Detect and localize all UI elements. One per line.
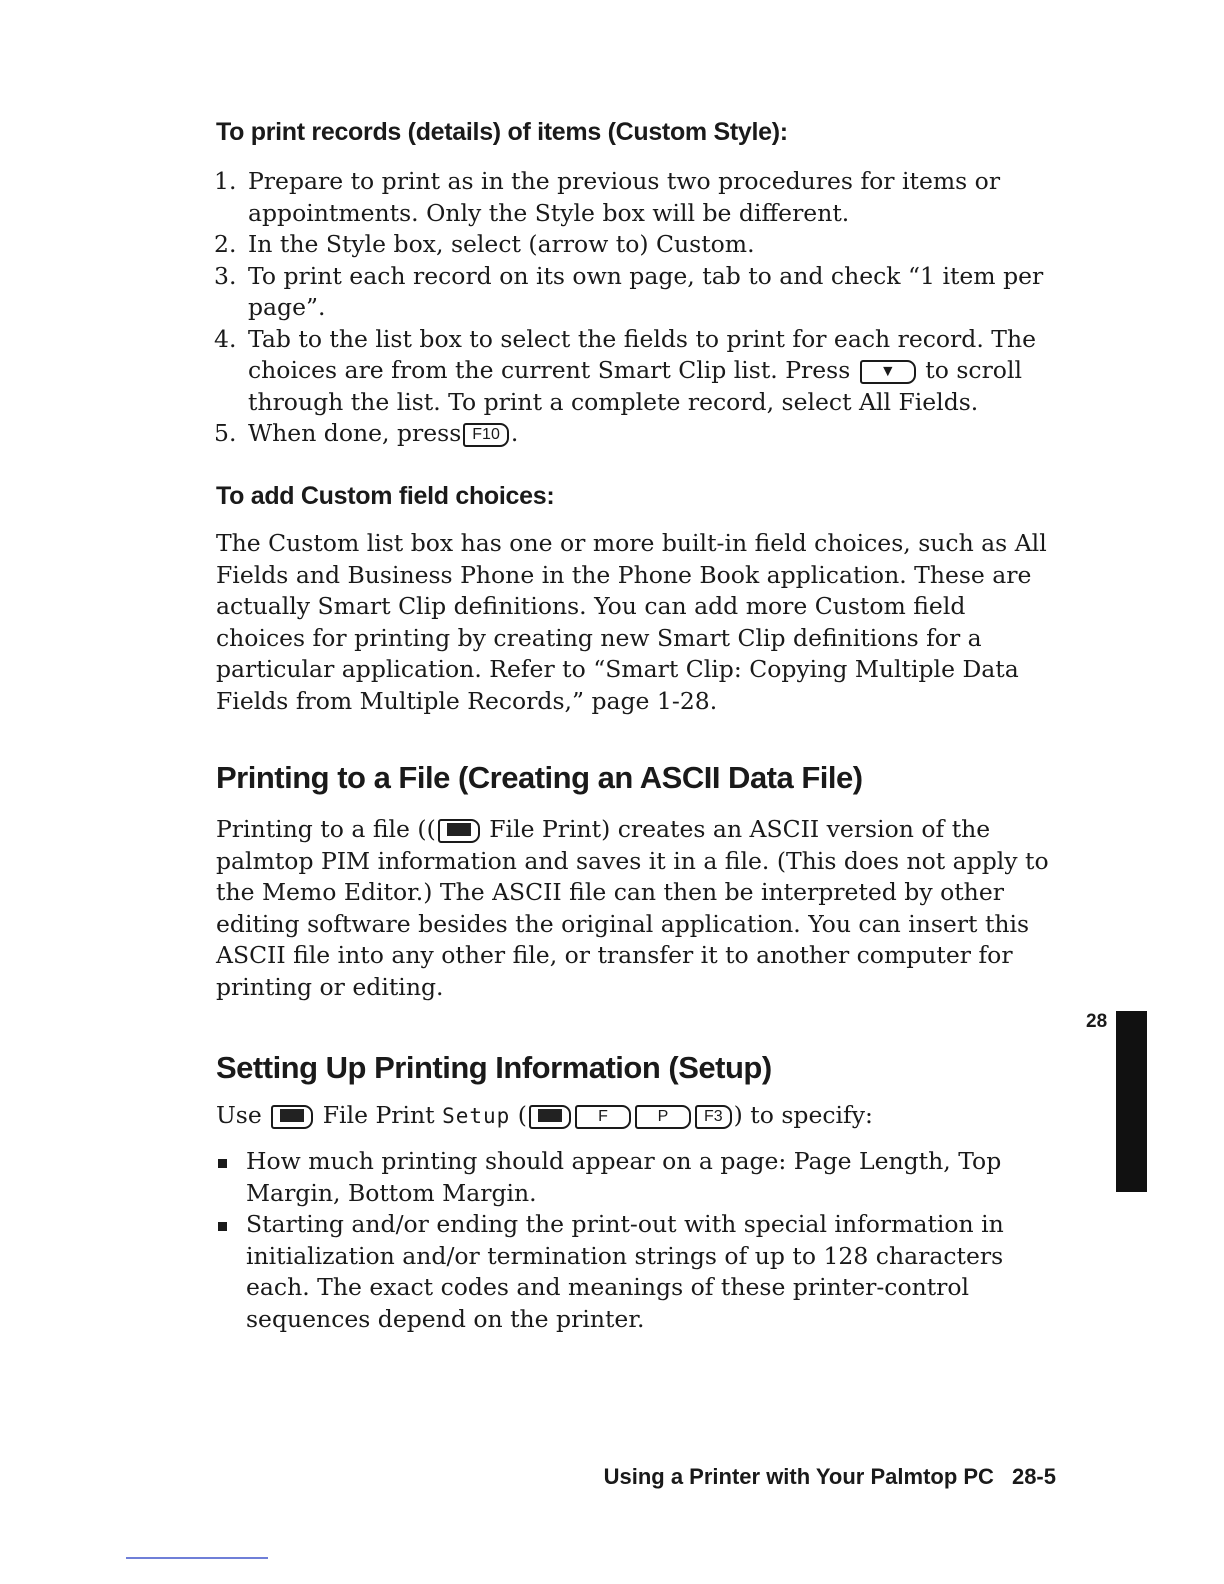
step-item [214,418,1054,450]
square-bullet-icon [218,1159,227,1168]
menu-path: File Print [322,1101,435,1129]
page-number: 28-5 [1011,1464,1056,1489]
menu-key-icon [529,1105,571,1129]
section-heading-custom-style: To print records (details) of items (Custom Style): [216,118,788,146]
step-item [214,261,1054,324]
square-bullet-icon [218,1222,227,1231]
step-item [214,324,1054,419]
step-text: . [510,419,519,447]
page-footer [604,1464,1056,1490]
paragraph-text: File Print) creates an ASCII version of the palmtop PIM information and saves it in a file. (This does not apply to the Memo Editor.) The ASCII file can then be interpreted by other editing software besides the original application. You can insert this ASCII file into any other file, or transfer it to another computer for printing or editing. [216,815,1049,1001]
p-key-icon: P [635,1105,691,1129]
custom-field-paragraph: The Custom list box has one or more built-in field choices, such as All Fields and Business Phone in the Phone Book application. These are actually Smart Clip definitions. You can add more Custom field choices for printing by creating new Smart Clip definitions for a particular application. Refer to “Smart Clip: Copying Multiple Data Fields from Multiple Records,” page 1-28. [216,529,1047,715]
list-item [218,1209,1038,1335]
step-number: 1. [214,167,237,195]
f10-key-icon: F10 [463,423,509,447]
menu-key-icon [271,1105,313,1129]
setup-bullet-list [218,1146,1038,1335]
open-paren: ( [517,1101,527,1129]
step-text: In the Style box, select (arrow to) Custom. [248,230,755,258]
step-text: To print each record on its own page, tab to and check “1 item per page”. [248,261,1044,321]
step-text: Prepare to print as in the previous two procedures for items or appointments. Only the Style box will be different. [248,167,1001,227]
chapter-tab-label: 28 [1086,1011,1108,1032]
list-item-text: Starting and/or ending the print-out with special information in initialization and/or termination strings of up to 128 characters each. The exact codes and meanings of these printer-control sequences depend on the printer. [246,1210,1004,1333]
list-item [218,1146,1038,1209]
menu-key-icon [438,819,480,843]
list-item-text: How much printing should appear on a page: Page Length, Top Margin, Bottom Margin. [246,1147,1002,1207]
step-item [214,229,1054,261]
section-heading-print-to-file: Printing to a File (Creating an ASCII Data File) [216,760,863,795]
step-text: Tab to the list box to select the fields to print for each record. The choices are from the current Smart Clip list. Press [248,324,1036,384]
step-text: to scroll through the list. To print a complete record, select All Fields. [248,356,1022,416]
step-number: 3. [214,261,237,290]
setup-trailing-text: ) to specify: [733,1101,873,1129]
section-heading-setup: Setting Up Printing Information (Setup) [216,1050,772,1085]
down-arrow-key-icon: ▼ [860,360,916,384]
setup-menu-label: Setup [442,1104,511,1128]
section-heading-custom-field: To add Custom field choices: [216,482,555,510]
step-number: 2. [214,230,237,258]
footer-title: Using a Printer with Your Palmtop PC [603,1464,994,1489]
print-to-file-paragraph [216,814,1056,1003]
custom-style-steps [214,166,1054,450]
f-key-icon: F [575,1105,631,1129]
chapter-tab-bar [1116,1011,1147,1192]
footer-rule [126,1557,268,1559]
f3-key-icon: F3 [695,1105,732,1129]
step-number: 5. [214,419,237,447]
step-item [214,166,1054,229]
step-text: When done, press [248,419,462,447]
step-number: 4. [214,324,237,353]
use-word: Use [216,1101,262,1129]
paragraph-text: Printing to a file (( [216,815,436,843]
setup-usage-line [216,1100,1056,1133]
